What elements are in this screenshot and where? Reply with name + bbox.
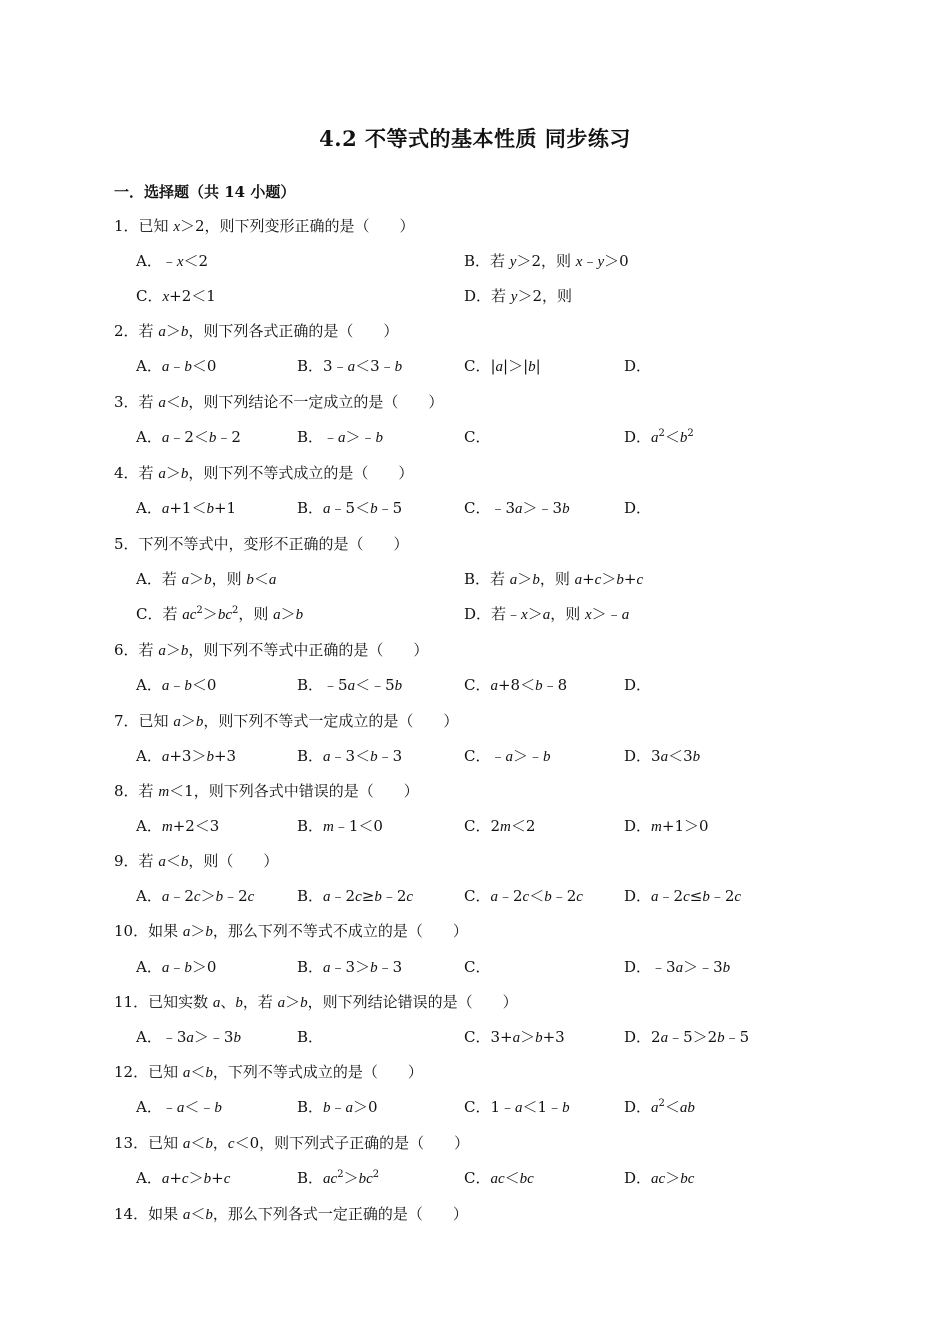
option-b[interactable]: B．a﹣3＞b﹣3: [297, 958, 403, 976]
question-stem: 10．如果 a＞b，那么下列不等式不成立的是（ ）: [114, 922, 468, 940]
option-c[interactable]: C．若 $ac^2>bc^2$，则 a＞b: [136, 605, 304, 623]
question-stem: 7．已知 a＞b，则下列不等式一定成立的是（ ）: [114, 712, 459, 730]
option-d[interactable]: D．: [624, 357, 652, 375]
option-c[interactable]: C．a+8＜b﹣8: [464, 676, 568, 694]
option-d[interactable]: D．: [624, 676, 652, 694]
option-b[interactable]: B．若 y＞2，则 x﹣y＞0: [464, 252, 629, 270]
option-c[interactable]: C．1﹣a＜1﹣b: [464, 1098, 570, 1116]
option-a[interactable]: A．﹣x＜2: [136, 252, 209, 270]
option-b[interactable]: B．﹣a＞﹣b: [297, 428, 384, 446]
option-a[interactable]: A．﹣3a＞﹣3b: [136, 1028, 241, 1046]
option-b[interactable]: B．﹣5a＜﹣5b: [297, 676, 403, 694]
option-a[interactable]: A．a﹣2＜b﹣2: [136, 428, 241, 446]
option-a[interactable]: A．a+c＞b+c: [136, 1169, 231, 1187]
option-c[interactable]: C．|a|＞|b|: [464, 357, 541, 375]
option-a[interactable]: A．若 a＞b，则 b＜a: [136, 570, 277, 588]
option-d[interactable]: D．a﹣2c≤b﹣2c: [624, 887, 742, 905]
option-c[interactable]: C．﹣3a＞﹣3b: [464, 499, 570, 517]
question-stem: 8．若 m＜1，则下列各式中错误的是（ ）: [114, 782, 419, 800]
question-stem: 6．若 a＞b，则下列不等式中正确的是（ ）: [114, 641, 429, 659]
question-stem: 12．已知 a＜b，下列不等式成立的是（ ）: [114, 1063, 423, 1081]
option-b[interactable]: B．: [297, 1028, 324, 1046]
option-b[interactable]: B．a﹣5＜b﹣5: [297, 499, 403, 517]
option-d[interactable]: D．: [624, 499, 652, 517]
page-title: 4.2 不等式的基本性质 同步练习: [319, 126, 631, 151]
option-c[interactable]: C．x+2＜1: [136, 287, 216, 305]
option-d[interactable]: D．3a＜3b: [624, 747, 701, 765]
option-d[interactable]: D．2a﹣5＞2b﹣5: [624, 1028, 750, 1046]
option-c[interactable]: C．a﹣2c＜b﹣2c: [464, 887, 583, 905]
option-b[interactable]: B．若 a＞b，则 a+c＞b+c: [464, 570, 644, 588]
option-a[interactable]: A．a+1＜b+1: [136, 499, 237, 517]
option-b[interactable]: B．a﹣3＜b﹣3: [297, 747, 403, 765]
option-a[interactable]: A．m+2＜3: [136, 817, 220, 835]
question-stem: 3．若 a＜b，则下列结论不一定成立的是（ ）: [114, 393, 444, 411]
option-b[interactable]: B．a﹣2c≥b﹣2c: [297, 887, 414, 905]
option-a[interactable]: A．a+3＞b+3: [136, 747, 237, 765]
option-a[interactable]: A．a﹣2c＞b﹣2c: [136, 887, 255, 905]
option-d[interactable]: D．若 y＞2，则: [464, 287, 573, 305]
option-d[interactable]: D．$a^2<b^2$: [624, 428, 694, 446]
option-b[interactable]: B．m﹣1＜0: [297, 817, 383, 835]
option-a[interactable]: A．a﹣b＜0: [136, 676, 217, 694]
option-d[interactable]: D．$a^2<ab$: [624, 1098, 695, 1116]
option-d[interactable]: D．若﹣x＞a，则 x＞﹣a: [464, 605, 630, 623]
question-stem: 5．下列不等式中，变形不正确的是（ ）: [114, 535, 409, 553]
question-stem: 4．若 a＞b，则下列不等式成立的是（ ）: [114, 464, 414, 482]
question-stem: 13．已知 a＜b，c＜0，则下列式子正确的是（ ）: [114, 1134, 470, 1152]
option-b[interactable]: B．b﹣a＞0: [297, 1098, 378, 1116]
option-d[interactable]: D．﹣3a＞﹣3b: [624, 958, 731, 976]
option-b[interactable]: B．$ac^2>bc^2$: [297, 1169, 380, 1187]
option-c[interactable]: C．3+a＞b+3: [464, 1028, 565, 1046]
option-a[interactable]: A．a﹣b＜0: [136, 357, 217, 375]
option-c[interactable]: C．: [464, 958, 491, 976]
question-stem: 9．若 a＜b，则（ ）: [114, 852, 279, 870]
option-a[interactable]: A．﹣a＜﹣b: [136, 1098, 222, 1116]
question-stem: 14．如果 a＜b，那么下列各式一定正确的是（ ）: [114, 1205, 468, 1223]
option-b[interactable]: B．3﹣a＜3﹣b: [297, 357, 403, 375]
section-heading: 一．选择题（共 14 小题）: [114, 183, 296, 201]
question-stem: 1．已知 x＞2，则下列变形正确的是（ ）: [114, 217, 415, 235]
option-c[interactable]: C．: [464, 428, 491, 446]
question-stem: 11．已知实数 a、b，若 a＞b，则下列结论错误的是（ ）: [114, 993, 518, 1011]
option-a[interactable]: A．a﹣b＞0: [136, 958, 217, 976]
option-d[interactable]: D．ac＞bc: [624, 1169, 695, 1187]
option-d[interactable]: D．m+1＞0: [624, 817, 709, 835]
question-stem: 2．若 a＞b，则下列各式正确的是（ ）: [114, 322, 399, 340]
option-c[interactable]: C．ac＜bc: [464, 1169, 534, 1187]
option-c[interactable]: C．﹣a＞﹣b: [464, 747, 551, 765]
option-c[interactable]: C．2m＜2: [464, 817, 536, 835]
